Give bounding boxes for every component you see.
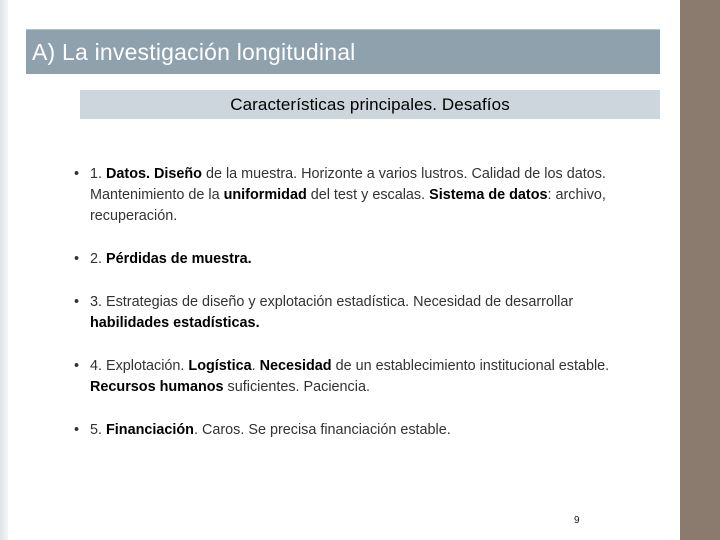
bullet-text: suficientes. Paciencia. bbox=[223, 379, 370, 395]
bullet-item-financiacion bbox=[74, 420, 644, 441]
bullet-text: 3. Estrategias de diseño y explotación estadística. Necesidad de desarrollar bbox=[90, 294, 574, 310]
bullet-text: 2. bbox=[90, 251, 106, 267]
bullet-item-explotacion bbox=[74, 356, 644, 398]
subtitle-bar bbox=[80, 90, 660, 119]
left-edge-rule bbox=[0, 0, 8, 540]
slide-title: A) La investigación longitudinal bbox=[32, 38, 356, 65]
bullet-text: de un establecimiento institucional estable. bbox=[331, 358, 610, 374]
bullet-text: : archivo, recuperación. bbox=[90, 187, 606, 224]
bullet-text-bold: Pérdidas de muestra. bbox=[106, 251, 252, 267]
bullet-text: . Caros. Se precisa financiación estable. bbox=[193, 422, 451, 438]
bullet-text: 4. Explotación. bbox=[90, 358, 189, 374]
bullet-item-estrategias bbox=[74, 292, 644, 334]
bullet-text-bold: Necesidad bbox=[259, 358, 332, 374]
bullet-item-perdidas bbox=[74, 249, 644, 270]
bullet-text: . bbox=[251, 358, 260, 374]
bullet-text: del test y escalas. bbox=[306, 187, 430, 203]
bullet-text: 5. bbox=[90, 422, 106, 438]
title-bar bbox=[26, 29, 660, 74]
bullet-text-bold: uniformidad bbox=[223, 187, 307, 203]
bullet-text-bold: Financiación bbox=[106, 422, 194, 438]
page-number: 9 bbox=[574, 515, 580, 526]
bullet-text-bold: habilidades estadísticas. bbox=[90, 315, 260, 331]
bullet-text-bold: Recursos humanos bbox=[90, 379, 224, 395]
bullet-text: 1. bbox=[90, 166, 106, 182]
bullet-text-bold: Logística bbox=[188, 358, 252, 374]
slide-subtitle: Características principales. Desafíos bbox=[230, 94, 510, 114]
bullet-text-bold: Sistema de datos bbox=[429, 187, 548, 203]
right-decorative-band bbox=[680, 0, 720, 540]
bullet-text-bold: Datos. Diseño bbox=[106, 166, 202, 182]
bullet-text: de la muestra. Horizonte a varios lustros. Calidad de los datos. Mantenimiento de la bbox=[90, 166, 606, 203]
bullet-list bbox=[74, 164, 644, 441]
bullet-item-datos bbox=[74, 164, 644, 227]
